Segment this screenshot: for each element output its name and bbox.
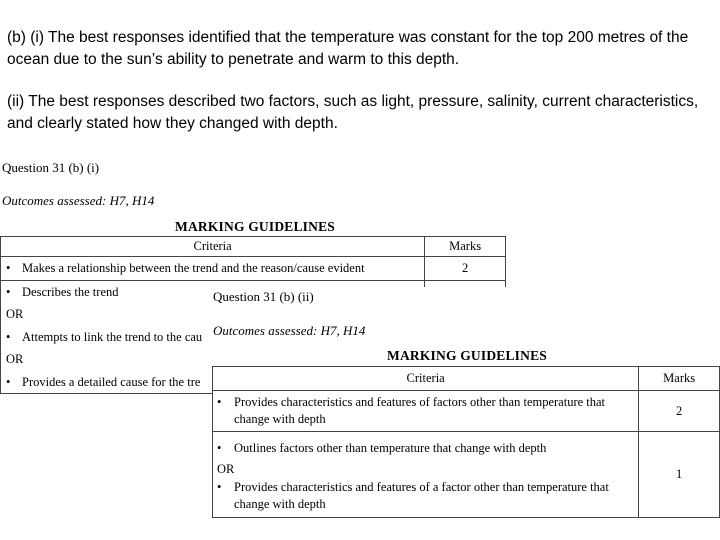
q1-guidelines-title: MARKING GUIDELINES: [175, 219, 335, 234]
q2-outcomes: Outcomes assessed: H7, H14: [213, 323, 366, 338]
q2-table-header-row: [213, 367, 720, 391]
q1-outcomes: Outcomes assessed: H7, H14: [2, 193, 155, 208]
q2-table-row: • Provides characteristics and features of factors other than temperature that change with depth 2: [213, 391, 720, 432]
q1-row2-criterion-1: • Describes the trend: [1, 281, 424, 304]
q2-row2-criterion-2: Provides characteristics and features of a factor other than temperature that change with depth: [234, 479, 609, 511]
q2-heading: Question 31 (b) (ii): [213, 289, 314, 304]
intro-paragraph-i: (b) (i) The best responses identified that the temperature was constant for the top 200 metres of the ocean due to the sun’s ability to penetrate and warm to this depth.: [7, 29, 689, 68]
q1-row2-or-1: OR: [6, 307, 24, 321]
q2-row2-marks: 1: [639, 432, 720, 518]
q1-row1-criterion: • Makes a relationship between the trend and the reason/cause evident: [1, 257, 424, 280]
q1-marks-header: Marks: [425, 237, 506, 257]
q1-row2-criterion-2: • Attempts to link the trend to the cau: [1, 326, 424, 349]
q1-row2-or-2: OR: [6, 352, 24, 366]
q1-heading: Question 31 (b) (i): [2, 160, 100, 175]
q2-row1-marks: 2: [639, 391, 720, 432]
q2-criteria-header: Criteria: [213, 367, 639, 391]
q2-marks-header: Marks: [639, 367, 720, 391]
q1-table-header-row: [1, 237, 506, 257]
q2-row2-or: OR: [217, 461, 235, 476]
q2-marking-table: [212, 366, 720, 518]
q1-row1-marks: 2: [425, 257, 506, 281]
q1-table-row: [1, 257, 506, 281]
q1-row2-criterion-3: • Provides a detailed cause for the tre: [1, 371, 424, 394]
intro-paragraph-ii: (ii) The best responses described two factors, such as light, pressure, salinity, current characteristics, and clearly stated how they changed with depth.: [7, 93, 699, 132]
q2-row2-criterion-1: Outlines factors other than temperature that change with depth: [234, 440, 547, 455]
q1-criteria-header: Criteria: [1, 237, 425, 257]
q2-table-row: • Outlines factors other than temperature that change with depth OR • Provides characteristics and features of a factor other than temperature that change with depth 1: [213, 432, 720, 518]
q2-guidelines-title: MARKING GUIDELINES: [387, 348, 547, 363]
q2-row1-criterion: Provides characteristics and features of factors other than temperature that change with depth: [234, 395, 606, 426]
